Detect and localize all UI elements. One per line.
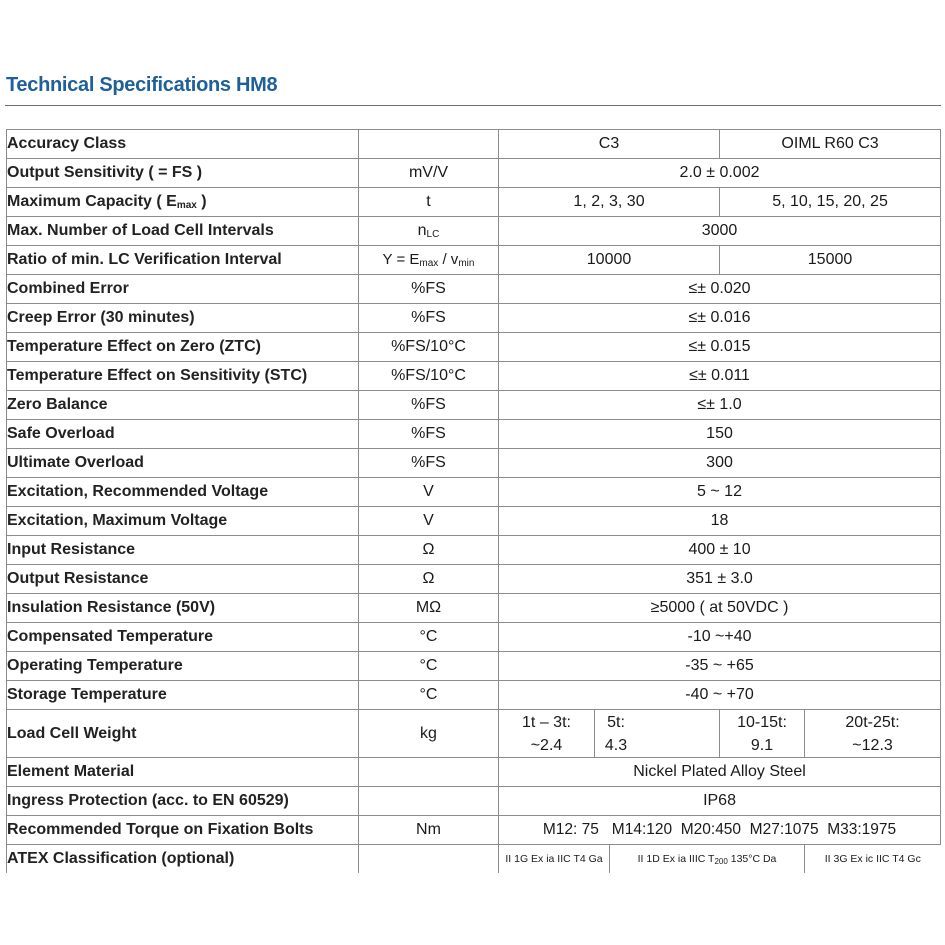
row-label: Accuracy Class bbox=[7, 130, 359, 159]
table-row bbox=[7, 130, 941, 159]
row-value: Nickel Plated Alloy Steel bbox=[499, 758, 941, 787]
row-value: 400 ± 10 bbox=[499, 536, 941, 565]
row-unit: mV/V bbox=[359, 159, 499, 188]
row-unit: Nm bbox=[359, 816, 499, 845]
row-label: Element Material bbox=[7, 758, 359, 787]
row-label: Safe Overload bbox=[7, 420, 359, 449]
table-row bbox=[7, 420, 941, 449]
row-label: Excitation, Recommended Voltage bbox=[7, 478, 359, 507]
row-label: Input Resistance bbox=[7, 536, 359, 565]
row-unit: °C bbox=[359, 681, 499, 710]
table-row bbox=[7, 391, 941, 420]
row-value: 300 bbox=[499, 449, 941, 478]
table-row bbox=[7, 304, 941, 333]
table-row bbox=[7, 710, 941, 758]
row-value: 150 bbox=[499, 420, 941, 449]
row-label: ATEX Classification (optional) bbox=[7, 845, 359, 874]
row-label: Zero Balance bbox=[7, 391, 359, 420]
row-value: -40 ~ +70 bbox=[499, 681, 941, 710]
row-label: Ultimate Overload bbox=[7, 449, 359, 478]
table-row bbox=[7, 507, 941, 536]
row-value: ≤± 0.020 bbox=[499, 275, 941, 304]
row-unit: %FS bbox=[359, 449, 499, 478]
table-row bbox=[7, 333, 941, 362]
row-value: -35 ~ +65 bbox=[499, 652, 941, 681]
row-value: ≤± 1.0 bbox=[499, 391, 941, 420]
row-value: ≤± 0.011 bbox=[499, 362, 941, 391]
table-row bbox=[7, 188, 941, 217]
row-label: Recommended Torque on Fixation Bolts bbox=[7, 816, 359, 845]
row-label: Insulation Resistance (50V) bbox=[7, 594, 359, 623]
row-value: 10000 bbox=[499, 246, 720, 275]
weight-cell: 20t-25t: ~12.3 bbox=[805, 710, 941, 758]
row-value: ≤± 0.016 bbox=[499, 304, 941, 333]
row-unit: kg bbox=[359, 710, 499, 758]
row-value: OIML R60 C3 bbox=[720, 130, 941, 159]
row-unit: %FS bbox=[359, 420, 499, 449]
row-label: Excitation, Maximum Voltage bbox=[7, 507, 359, 536]
weight-cell: 10-15t: 9.1 bbox=[720, 710, 805, 758]
row-unit: °C bbox=[359, 623, 499, 652]
row-value: 5, 10, 15, 20, 25 bbox=[720, 188, 941, 217]
row-unit: $Y = E_{max} / v_{min}$ bbox=[359, 246, 499, 275]
weight-cell: 1t – 3t: ~2.4 bbox=[499, 710, 595, 758]
row-value: 18 bbox=[499, 507, 941, 536]
row-value: C3 bbox=[499, 130, 720, 159]
row-value: ≤± 0.015 bbox=[499, 333, 941, 362]
row-value: ≥5000 ( at 50VDC ) bbox=[499, 594, 941, 623]
table-row bbox=[7, 787, 941, 816]
row-unit: %FS bbox=[359, 275, 499, 304]
row-unit: %FS/10°C bbox=[359, 333, 499, 362]
row-unit bbox=[359, 758, 499, 787]
spec-table bbox=[6, 129, 941, 873]
table-row bbox=[7, 246, 941, 275]
table-row bbox=[7, 845, 941, 874]
atex-cell: II 1D Ex ia IIIC T200 135°C Da bbox=[610, 845, 805, 874]
table-row bbox=[7, 217, 941, 246]
row-unit: V bbox=[359, 478, 499, 507]
row-value: 5 ~ 12 bbox=[499, 478, 941, 507]
row-label: Load Cell Weight bbox=[7, 710, 359, 758]
table-row bbox=[7, 594, 941, 623]
row-unit: t bbox=[359, 188, 499, 217]
table-row bbox=[7, 652, 941, 681]
table-row bbox=[7, 362, 941, 391]
row-unit: Ω bbox=[359, 565, 499, 594]
row-label: Temperature Effect on Zero (ZTC) bbox=[7, 333, 359, 362]
row-label: Ratio of min. LC Verification Interval bbox=[7, 246, 359, 275]
table-row bbox=[7, 816, 941, 845]
row-unit bbox=[359, 130, 499, 159]
row-value: 15000 bbox=[720, 246, 941, 275]
row-unit: °C bbox=[359, 652, 499, 681]
table-row bbox=[7, 681, 941, 710]
row-label: Ingress Protection (acc. to EN 60529) bbox=[7, 787, 359, 816]
row-value: 351 ± 3.0 bbox=[499, 565, 941, 594]
row-value: 2.0 ± 0.002 bbox=[499, 159, 941, 188]
table-row bbox=[7, 159, 941, 188]
row-value: 1, 2, 3, 30 bbox=[499, 188, 720, 217]
title-divider bbox=[5, 105, 941, 106]
row-label: Storage Temperature bbox=[7, 681, 359, 710]
weight-cell: 5t: 4.3 bbox=[595, 710, 720, 758]
row-unit: Ω bbox=[359, 536, 499, 565]
row-unit: MΩ bbox=[359, 594, 499, 623]
table-row bbox=[7, 565, 941, 594]
row-label: Compensated Temperature bbox=[7, 623, 359, 652]
table-row bbox=[7, 478, 941, 507]
atex-cell: II 3G Ex ic IIC T4 Gc bbox=[805, 845, 941, 874]
row-label: Output Sensitivity ( = FS ) bbox=[7, 159, 359, 188]
table-row bbox=[7, 449, 941, 478]
row-unit: %FS/10°C bbox=[359, 362, 499, 391]
row-label: Temperature Effect on Sensitivity (STC) bbox=[7, 362, 359, 391]
row-label: Maximum Capacity ( $E_{max}$ ) bbox=[7, 188, 359, 217]
row-label: Output Resistance bbox=[7, 565, 359, 594]
row-unit: %FS bbox=[359, 304, 499, 333]
row-unit: $n_{LC}$ bbox=[359, 217, 499, 246]
table-row bbox=[7, 536, 941, 565]
row-value: IP68 bbox=[499, 787, 941, 816]
row-value: -10 ~+40 bbox=[499, 623, 941, 652]
row-label: Creep Error (30 minutes) bbox=[7, 304, 359, 333]
row-label: Max. Number of Load Cell Intervals bbox=[7, 217, 359, 246]
row-value: M12: 75 M14:120 M20:450 M27:1075 M33:1975 bbox=[499, 816, 941, 845]
row-unit: V bbox=[359, 507, 499, 536]
row-unit bbox=[359, 787, 499, 816]
row-unit bbox=[359, 845, 499, 874]
row-label: Combined Error bbox=[7, 275, 359, 304]
row-unit: %FS bbox=[359, 391, 499, 420]
table-row bbox=[7, 758, 941, 787]
row-label: Operating Temperature bbox=[7, 652, 359, 681]
page-title: Technical Specifications HM8 bbox=[6, 74, 278, 96]
table-row bbox=[7, 275, 941, 304]
table-row bbox=[7, 623, 941, 652]
atex-cell: II 1G Ex ia IIC T4 Ga bbox=[499, 845, 610, 874]
row-value: 3000 bbox=[499, 217, 941, 246]
